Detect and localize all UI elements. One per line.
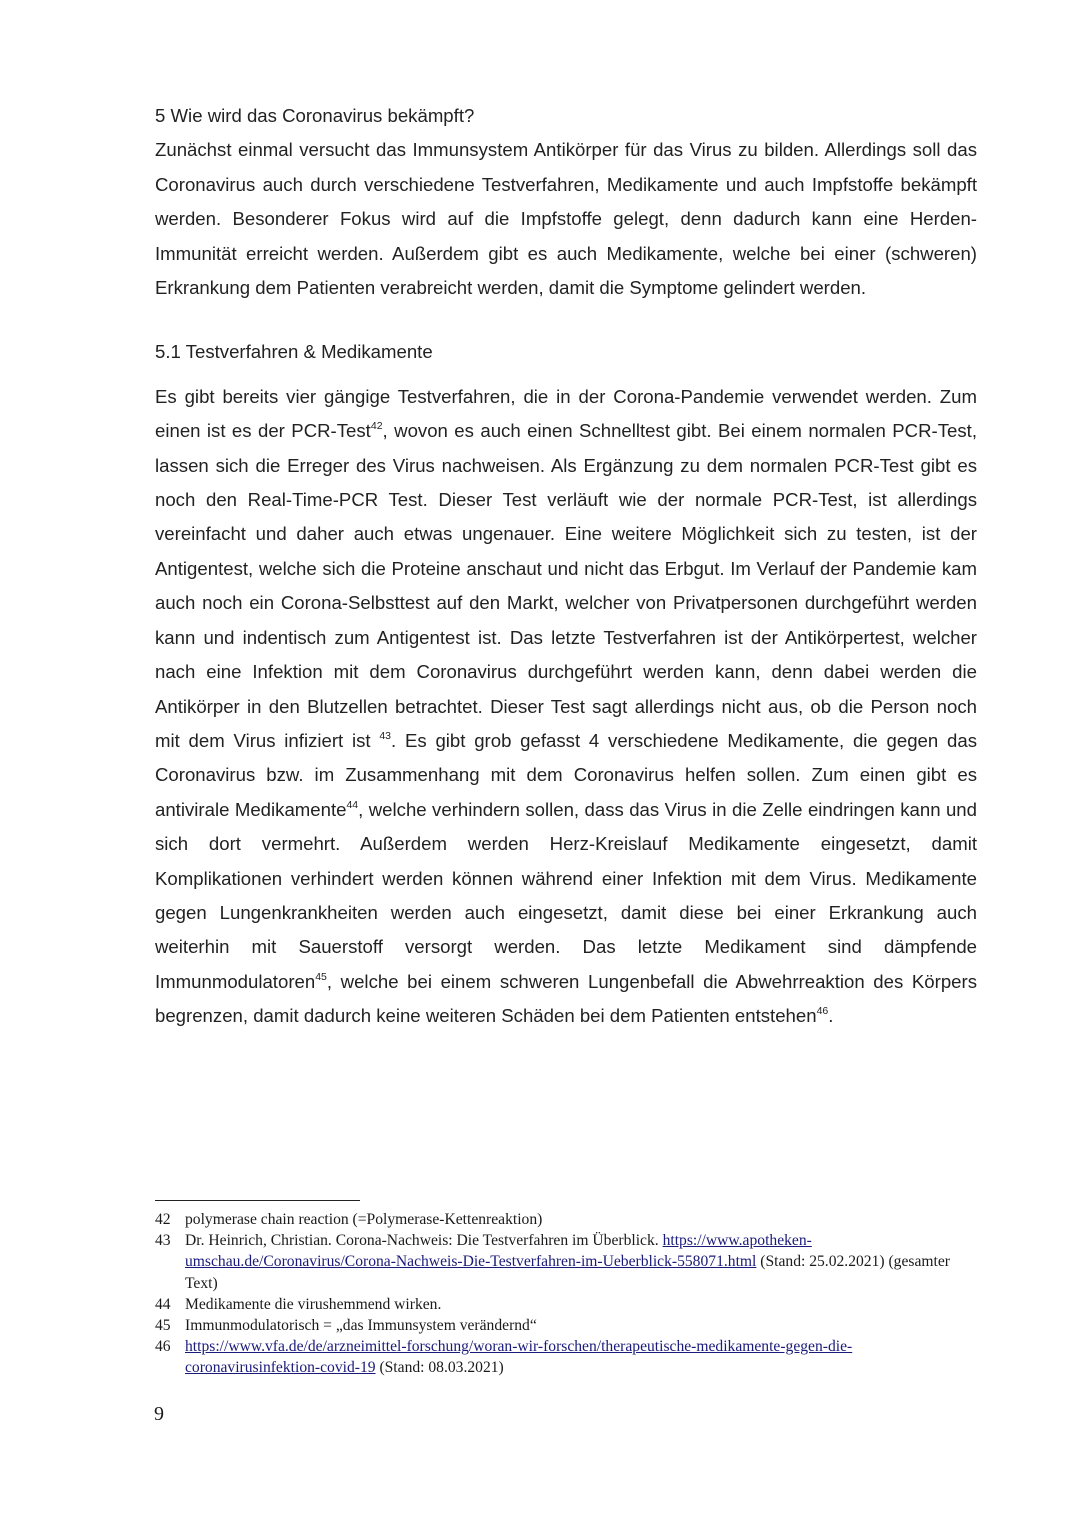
footnote-43 [155, 1230, 985, 1294]
footnote-number: 46 [155, 1338, 171, 1356]
main-content [155, 99, 977, 1034]
page-number: 9 [154, 1403, 164, 1425]
footnote-ref-43[interactable]: 43 [379, 729, 392, 742]
footnote-45 [155, 1315, 985, 1336]
footnote-link[interactable]: https://www.apotheken-umschau.de/Coronavirus/Corona-Nachweis-Die-Testverfahren-im-Ueberblick-558071.html [185, 1232, 812, 1271]
footnote-ref-42[interactable]: 42 [370, 420, 383, 433]
paragraph-text: , welche bei einem schweren Lungenbefall die Abwehrreaktion des Körpers begrenzen, damit dadurch keine weiteren Schäden bei dem Patienten entstehen [155, 970, 977, 1027]
paragraph-text: , wovon es auch einen Schnelltest gibt. Bei einem normalen PCR-Test, lassen sich die Erreger des Virus nachweisen. Als Ergänzung zu dem normalen PCR-Test gibt es noch den Real-Time-PCR Test. Dieser Test verläuft wie der normale PCR-Test, ist allerdings vereinfacht und daher auch etwas ungenauer. Eine weitere Möglichkeit sich zu testen, ist der Antigentest, welche sich die Proteine anschaut und nicht das Erbgut. Im Verlauf der Pandemie kam auch noch ein Corona-Selbsttest auf den Markt, welcher von Privatpersonen durchgeführt werden kann und indentisch zum Antigentest ist. Das letzte Testverfahren ist der Antikörpertest, welcher nach eine Infektion mit dem Coronavirus durchgeführt werden kann, denn dabei werden die Antikörper in den Blutzellen betrachtet. Dieser Test sagt allerdings nicht aus, ob die Person noch mit dem Virus infiziert ist [155, 420, 977, 751]
footnote-ref-46[interactable]: 46 [816, 1004, 829, 1017]
footnote-ref-45[interactable]: 45 [315, 970, 327, 983]
paragraph-text: Es gibt bereits vier gängige Testverfahren, die in der Corona-Pandemie verwendet werden. Zum einen ist es der PCR-Test [155, 385, 977, 442]
section-heading: 5 Wie wird das Coronavirus bekämpft? [155, 105, 475, 126]
footnotes [155, 1209, 985, 1379]
footnote-number: 43 [155, 1232, 171, 1250]
paragraph-text: , welche verhindern sollen, dass das Virus in die Zelle eindringen kann und sich dort vermehrt. Außerdem werden Herz-Kreislauf Medikamente eingesetzt, damit Komplikationen verhindert werden können während einer Infektion mit dem Virus. Medikamente gegen Lungenkrankheiten werden auch eingesetzt, damit diese bei einer Erkrankung auch weiterhin mit Sauerstoff versorgt werden. Das letzte Medikament sind dämpfende Immunmodulatoren [155, 798, 977, 992]
footnote-44 [155, 1294, 985, 1315]
paragraph-text: . Es gibt grob gefasst 4 verschiedene Medikamente, die gegen das Coronavirus bzw. im Zusammenhang mit dem Coronavirus helfen sollen. Zum einen gibt es antivirale Medikamente [155, 729, 977, 820]
footnote-separator [155, 1200, 360, 1201]
footnote-text: Dr. Heinrich, Christian. Corona-Nachweis: Die Testverfahren im Überblick. [185, 1232, 663, 1250]
footnote-number: 45 [155, 1317, 171, 1335]
subsection-paragraph [155, 380, 977, 1034]
footnote-text: Immunmodulatorisch = „das Immunsystem verändernd“ [185, 1317, 537, 1335]
footnote-text: Medikamente die virushemmend wirken. [185, 1295, 442, 1313]
paragraph-text: . [828, 1005, 834, 1027]
footnote-text: (Stand: 25.02.2021) (gesamter Text) [185, 1253, 950, 1292]
subsection-heading: 5.1 Testverfahren & Medikamente [155, 341, 433, 363]
footnote-46 [155, 1336, 985, 1378]
footnote-number: 44 [155, 1295, 171, 1313]
footnote-text: (Stand: 08.03.2021) [375, 1359, 504, 1377]
footnote-text: polymerase chain reaction (=Polymerase-Kettenreaktion) [185, 1211, 543, 1228]
footnote-ref-44[interactable]: 44 [346, 798, 359, 811]
footnote-42 [155, 1209, 985, 1230]
footnote-body [185, 1336, 985, 1378]
footnote-link[interactable]: https://www.vfa.de/de/arzneimittel-forschung/woran-wir-forschen/therapeutische-medikamente-gegen-die-coronavirusinfektion-covid-19 [185, 1338, 853, 1377]
footnote-body [185, 1230, 985, 1294]
section-paragraph: Zunächst einmal versucht das Immunsystem Antikörper für das Virus zu bilden. Allerdings soll das Coronavirus auch durch verschiedene Testverfahren, Medikamente und auch Impfstoffe bekämpft werden. Besonderer Fokus wird auf die Impfstoffe gelegt, denn dadurch kann eine Herden-Immunität erreicht werden. Außerdem gibt es auch Medikamente, welche bei einer (schweren) Erkrankung dem Patienten verabreicht werden, damit die Symptome gelindert werden. [155, 139, 977, 299]
footnote-number: 42 [155, 1211, 171, 1228]
